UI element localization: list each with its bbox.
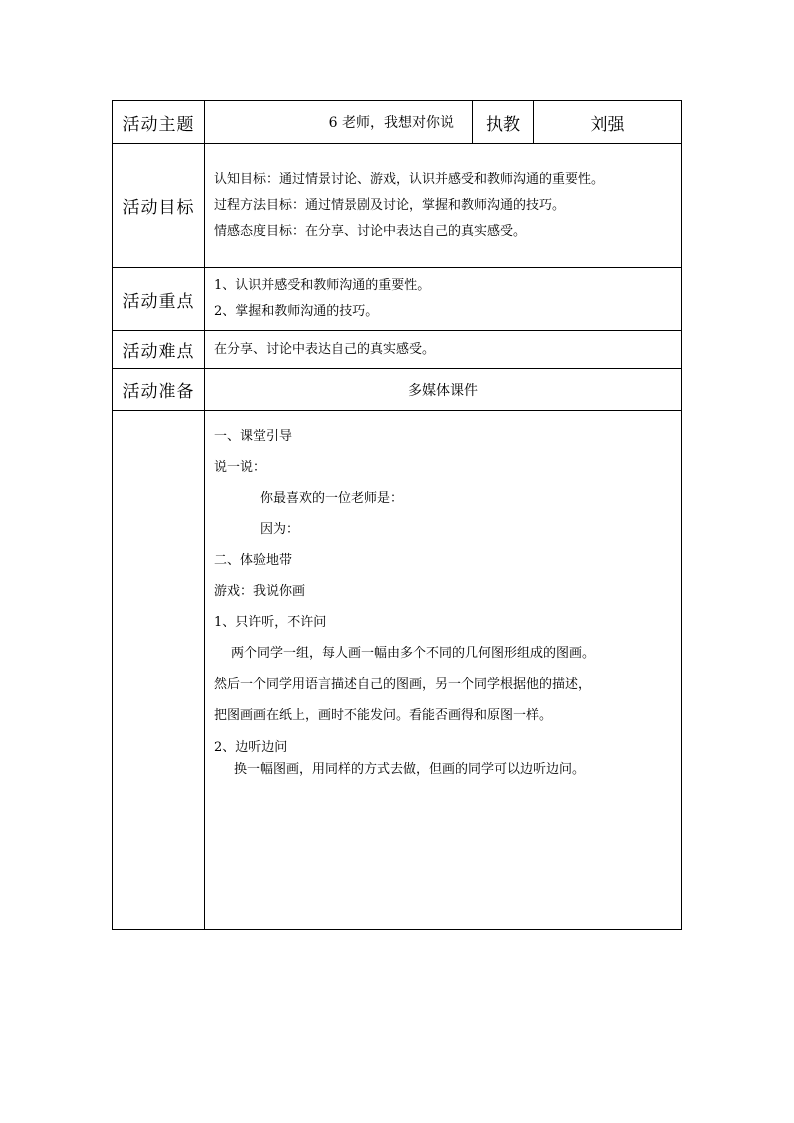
difficulties-label: 活动难点 <box>113 331 205 369</box>
teacher-label: 执教 <box>473 101 534 144</box>
goal-cognitive: 认知目标：通过情景讨论、游戏，认识并感受和教师沟通的重要性。 <box>214 171 605 187</box>
process-line: 把图画画在纸上，画时不能发问。看能否画得和原图一样。 <box>214 708 553 723</box>
theme-label: 活动主题 <box>113 101 205 144</box>
difficulties-content: 在分享、讨论中表达自己的真实感受。 <box>205 331 682 369</box>
process-content <box>205 411 682 930</box>
process-line: 两个同学一组，每人画一幅由多个不同的几何图形组成的图画。 <box>231 646 596 661</box>
preparation-row <box>113 369 682 411</box>
lesson-plan-table <box>112 100 682 930</box>
goal-process: 过程方法目标：通过情景剧及讨论，掌握和教师沟通的技巧。 <box>214 197 566 213</box>
teacher-name: 刘强 <box>534 101 682 144</box>
process-row <box>113 411 682 930</box>
process-line: 你最喜欢的一位老师是： <box>260 491 404 506</box>
key-points-row <box>113 268 682 331</box>
theme-title: 6 老师，我想对你说 <box>205 101 473 144</box>
preparation-content: 多媒体课件 <box>205 369 682 411</box>
process-line: 说一说： <box>214 460 267 475</box>
goal-attitude: 情感态度目标：在分享、讨论中表达自己的真实感受。 <box>214 223 527 239</box>
preparation-label: 活动准备 <box>113 369 205 411</box>
key-points-label: 活动重点 <box>113 268 205 331</box>
theme-row <box>113 101 682 144</box>
process-line: 游戏：我说你画 <box>214 584 306 599</box>
process-subheading-1: 1、只许听，不许问 <box>214 615 327 630</box>
process-heading-1: 一、课堂引导 <box>214 429 293 444</box>
key-point-1: 1、认识并感受和教师沟通的重要性。 <box>214 278 431 293</box>
process-line: 换一幅图画，用同样的方式去做，但画的同学可以边听边问。 <box>234 762 586 777</box>
process-subheading-2: 2、边听边问 <box>214 740 288 755</box>
process-heading-2: 二、体验地带 <box>214 553 293 568</box>
goals-label: 活动目标 <box>113 144 205 268</box>
key-point-2: 2、掌握和教师沟通的技巧。 <box>214 304 379 319</box>
difficulties-row <box>113 331 682 369</box>
process-line: 然后一个同学用语言描述自己的图画，另一个同学根据他的描述， <box>214 677 592 692</box>
process-line: 因为： <box>260 522 300 537</box>
key-points-content <box>205 268 682 331</box>
process-label-empty <box>113 411 205 930</box>
goals-row <box>113 144 682 268</box>
goals-content <box>205 144 682 268</box>
